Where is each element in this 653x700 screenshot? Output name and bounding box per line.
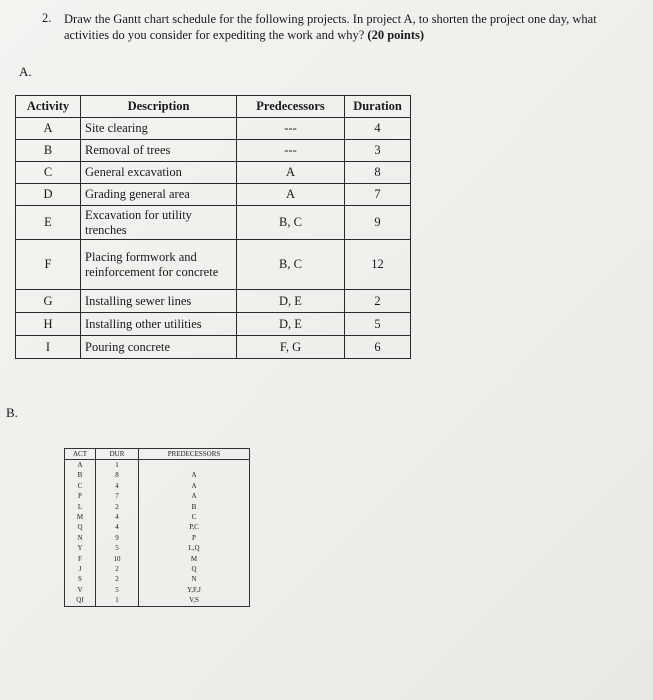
table-row [16,336,411,359]
table-row [16,118,411,140]
predecessors-cell: --- [237,118,345,140]
dur-cell: 4 [96,512,139,522]
act-cell: F [65,554,96,564]
dur-cell: 9 [96,533,139,543]
description-cell: Excavation for utility trenches [81,206,237,240]
table-row [65,522,250,532]
pred-cell: N [139,574,250,584]
table-row [16,240,411,290]
table-row [16,206,411,240]
pred-cell: Q [139,564,250,574]
activity-cell: C [16,162,81,184]
pred-cell: Y,F,J [139,585,250,595]
predecessors-cell: B, C [237,240,345,290]
table-row [65,554,250,564]
project-a-table [15,95,411,359]
act-cell: A [65,460,96,471]
table-row [65,533,250,543]
dur-cell: 2 [96,574,139,584]
dur-cell: 7 [96,491,139,501]
question-body: Draw the Gantt chart schedule for the following projects. In project A, to shorten the project one day, what activities do you consider for expediting the work and why? [64,12,597,42]
predecessors-cell: --- [237,140,345,162]
dur-cell: 2 [96,564,139,574]
activity-cell: B [16,140,81,162]
description-cell: Pouring concrete [81,336,237,359]
project-a-table-body [16,118,411,359]
table-row [16,162,411,184]
act-cell: B [65,470,96,480]
dur-cell: 4 [96,481,139,491]
table-row [65,595,250,606]
description-cell: Site clearing [81,118,237,140]
pred-cell: M [139,554,250,564]
pred-cell: P,C [139,522,250,532]
header-dur: DUR [96,449,139,460]
header-predecessors: Predecessors [237,96,345,118]
predecessors-cell: A [237,184,345,206]
act-cell: N [65,533,96,543]
act-cell: Y [65,543,96,553]
activity-cell: H [16,313,81,336]
predecessors-cell: B, C [237,206,345,240]
dur-cell: 1 [96,595,139,606]
section-a-label: A. [19,64,32,79]
header-description: Description [81,96,237,118]
dur-cell: 5 [96,543,139,553]
table-row [65,585,250,595]
act-cell: M [65,512,96,522]
header-predecessors-b: PREDECESSORS [139,449,250,460]
project-b-table-body [65,460,250,607]
act-cell: Q [65,522,96,532]
description-cell: General excavation [81,162,237,184]
duration-cell: 9 [345,206,411,240]
dur-cell: 1 [96,460,139,471]
activity-cell: G [16,290,81,313]
description-cell: Placing formwork and reinforcement for concrete [81,240,237,290]
table-row [65,460,250,471]
activity-cell: I [16,336,81,359]
table-row [65,502,250,512]
duration-cell: 2 [345,290,411,313]
section-b-label: B. [6,405,18,420]
description-cell: Installing sewer lines [81,290,237,313]
act-cell: C [65,481,96,491]
table-row [65,512,250,522]
pred-cell: V,S [139,595,250,606]
act-cell: J [65,564,96,574]
dur-cell: 4 [96,522,139,532]
duration-cell: 8 [345,162,411,184]
description-cell: Removal of trees [81,140,237,162]
pred-cell: A [139,481,250,491]
table-row [65,564,250,574]
table-row [65,470,250,480]
table-row [65,543,250,553]
act-cell: L [65,502,96,512]
question-text [64,11,644,43]
pred-cell: A [139,470,250,480]
header-duration: Duration [345,96,411,118]
pred-cell [139,460,250,471]
duration-cell: 12 [345,240,411,290]
duration-cell: 5 [345,313,411,336]
activity-cell: A [16,118,81,140]
duration-cell: 6 [345,336,411,359]
activity-cell: D [16,184,81,206]
description-cell: Grading general area [81,184,237,206]
question-points: (20 points) [367,28,425,42]
table-row [16,184,411,206]
dur-cell: 2 [96,502,139,512]
project-b-header-row [65,449,250,460]
table-row [65,574,250,584]
duration-cell: 7 [345,184,411,206]
header-act: ACT [65,449,96,460]
project-b-table [64,448,250,607]
act-cell: P [65,491,96,501]
activity-cell: E [16,206,81,240]
table-row [65,481,250,491]
predecessors-cell: A [237,162,345,184]
activity-cell: F [16,240,81,290]
pred-cell: C [139,512,250,522]
pred-cell: L,Q [139,543,250,553]
project-a-header-row [16,96,411,118]
duration-cell: 4 [345,118,411,140]
pred-cell: B [139,502,250,512]
table-row [16,290,411,313]
duration-cell: 3 [345,140,411,162]
table-row [16,140,411,162]
dur-cell: 8 [96,470,139,480]
question-number: 2. [42,11,52,25]
pred-cell: P [139,533,250,543]
pred-cell: A [139,491,250,501]
act-cell: V [65,585,96,595]
predecessors-cell: F, G [237,336,345,359]
predecessors-cell: D, E [237,290,345,313]
predecessors-cell: D, E [237,313,345,336]
table-row [16,313,411,336]
header-activity: Activity [16,96,81,118]
dur-cell: 10 [96,554,139,564]
description-cell: Installing other utilities [81,313,237,336]
act-cell: S [65,574,96,584]
dur-cell: 5 [96,585,139,595]
act-cell: QI [65,595,96,606]
table-row [65,491,250,501]
